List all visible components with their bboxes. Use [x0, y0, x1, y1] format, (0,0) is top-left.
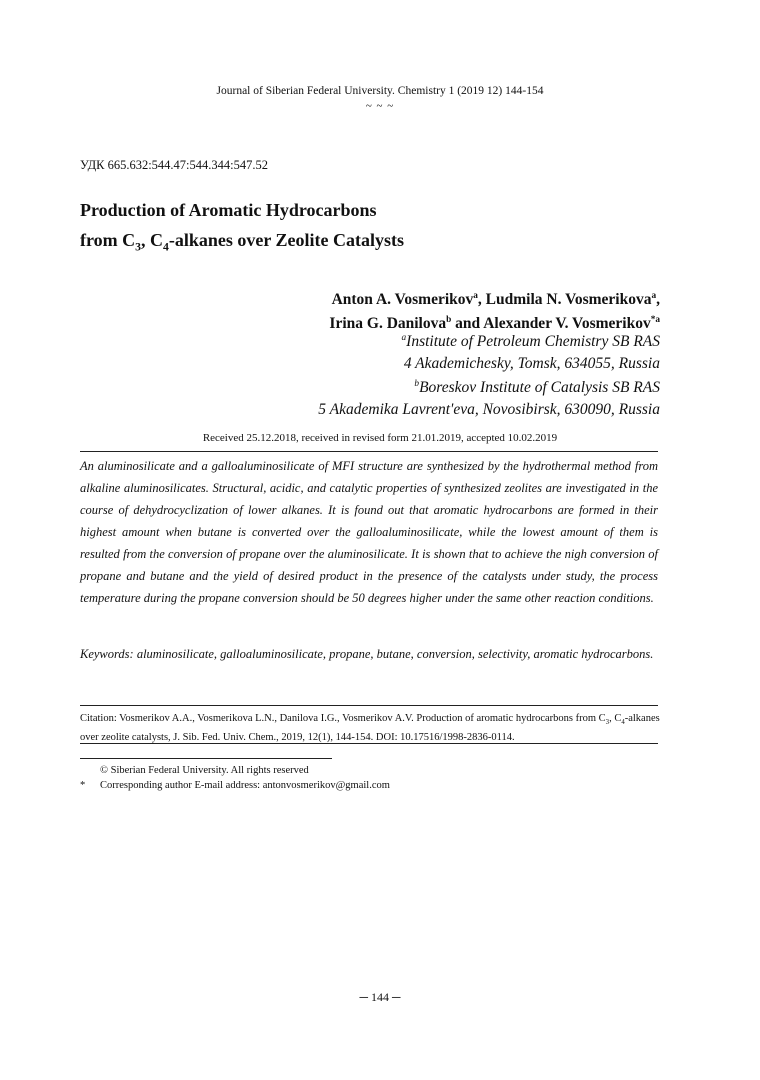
- divider-top: [80, 451, 658, 452]
- footnote-copyright: © Siberian Federal University. All rights reserved: [100, 765, 309, 776]
- page-number: ─ 144 ─: [359, 990, 401, 1004]
- title-line-1: Production of Aromatic Hydrocarbons: [80, 200, 377, 220]
- affiliation-b-address: 5 Akademika Lavrent'eva, Novosibirsk, 630090, Russia: [318, 400, 660, 418]
- divider-citation-top: [80, 705, 658, 706]
- citation: Citation: Vosmerikov A.A., Vosmerikova L.N., Danilova I.G., Vosmerikov A.V. Production of aromatic hydrocarbons from $C_3$, $C_4$-alkanes over zeolite catalysts, J. Sib. Fed. Univ. Chem., 2019, 12(1), 144-154. DOI: 10.17516/1998-2836-0114.: [80, 713, 660, 744]
- affiliation-b-name: $^b$Boreskov Institute of Catalysis SB RAS: [414, 379, 660, 397]
- author-1: Anton A. Vosmerikov: [331, 291, 474, 309]
- abstract: An aluminosilicate and a galloaluminosilicate of MFI structure are synthesized by the hydrothermal method from alkaline aluminosilicates. Structural, acidic, and catalytic properties of synthesized zeolites are investigated in the course of dehydrocyclization of lower alkanes. It is found out that aromatic hydrocarbons are formed in their highest amount when butane is converted over the galloaluminosilicate, while the lowest amount of them is resulted from the conversion of propane over the aluminosilicate. It is shown that to achieve the nigh conversion of propane and butane and the yield of desired product in the presence of the catalysts under study, the process temperature during the propane conversion should be 50 degrees higher under the same other reaction conditions.: [80, 459, 658, 605]
- journal-header: Journal of Siberian Federal University. Chemistry 1 (2019 12) 144-154: [216, 85, 544, 97]
- udc-code: УДК 665.632:544.47:544.344:547.52: [80, 158, 268, 172]
- author-2: Ludmila N. Vosmerikova: [485, 291, 652, 309]
- footnote-corresponding: * Corresponding author E-mail address: antonvosmerikov@gmail.com: [80, 780, 390, 791]
- authors-line-2: Irina G. Danilova$^b$ and Alexander V. Vosmerikov$^{*a}$: [329, 315, 660, 333]
- title-line-2: from $C_3$, $C_4$-alkanes over Zeolite Catalysts: [80, 230, 404, 254]
- paper-title: [80, 195, 404, 263]
- footnote-separator: [80, 758, 332, 759]
- author-4: Alexander V. Vosmerikov: [483, 315, 651, 333]
- footnotes: [80, 763, 660, 793]
- divider-citation-bottom: [80, 743, 658, 744]
- received-dates: Received 25.12.2018, received in revised form 21.01.2019, accepted 10.02.2019: [202, 432, 558, 444]
- affiliations: [318, 328, 660, 420]
- authors-line-1: Anton A. Vosmerikov$^a$, Ludmila N. Vosmerikova$^a$,: [331, 291, 660, 309]
- affiliation-a-address: 4 Akademichesky, Tomsk, 634055, Russia: [403, 354, 660, 372]
- author-3: Irina G. Danilova: [329, 315, 447, 333]
- header-ornament: ~ ~ ~: [365, 100, 395, 112]
- keywords: Keywords: aluminosilicate, galloaluminosilicate, propane, butane, conversion, selectivity, aromatic hydrocarbons.: [80, 647, 654, 661]
- affiliation-a-name: $^a$Institute of Petroleum Chemistry SB RAS: [401, 333, 660, 351]
